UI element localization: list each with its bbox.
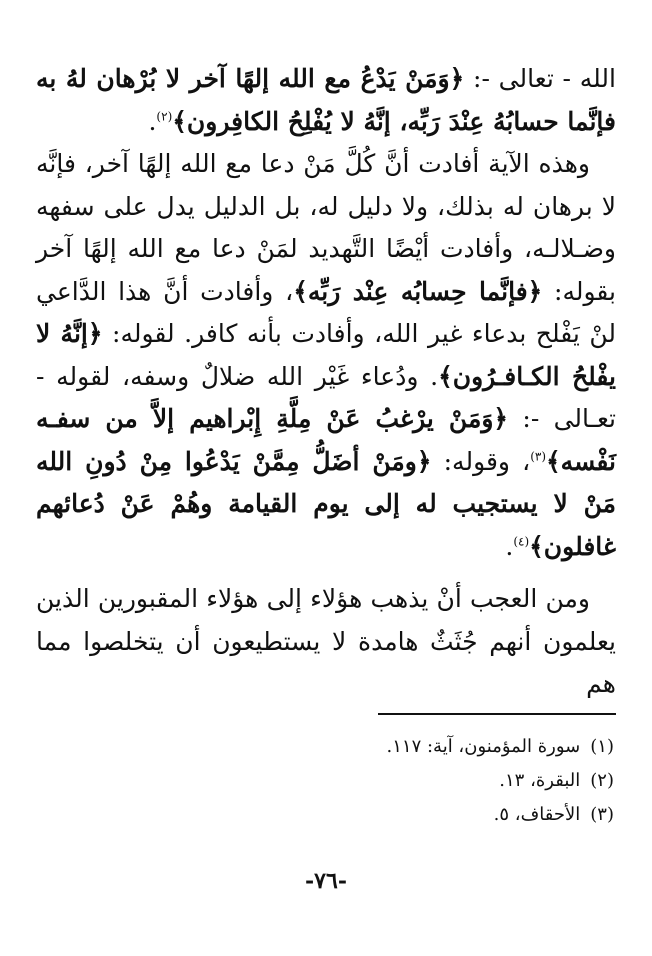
footnote-ref: (٣): [530, 449, 547, 464]
footnote-item: [54, 730, 614, 764]
footnote-text: سورة المؤمنون، آية: ١١٧.: [386, 736, 581, 757]
page-number: -٧٦-: [305, 868, 347, 894]
footnote-ref: (٢): [156, 109, 173, 124]
text-segment: ، وأفادت أنَّ هذا الدَّاعي لنْ يَفْلح بدعاء غير الله، وأفادت بأنه كافر. لقوله:: [36, 276, 617, 348]
text-segment: .: [148, 106, 157, 136]
footnote-text: الأحقاف، ٥.: [493, 804, 581, 825]
paragraph-1: [36, 58, 616, 143]
paragraph-3: ومن العجب أنْ يذهب هؤلاء إلى هؤلاء المقبورين الذين يعلمون أنهم جُثَثٌ هامدة لا يستطيعون أن يتخلصوا مما هم: [36, 584, 616, 698]
footnote-item: [54, 764, 614, 798]
footnote-number: (١): [590, 736, 614, 757]
text-segment: .: [505, 531, 514, 561]
footnote-number: (٣): [590, 804, 614, 825]
footnote-ref: (٤): [513, 534, 530, 549]
quran-verse: ﴿وَمَنْ يرْغبُ عَنْ مِلَّةِ إِبْراهيم إلاَّ من سفـه نَفْسه﴾: [36, 404, 616, 476]
footnote-divider: [378, 713, 616, 715]
paragraph-2: [36, 143, 616, 568]
quran-verse: ﴿فإنَّما حِسابُه عِنْد رَبِّه﴾: [293, 276, 543, 306]
footnote-item: [54, 798, 614, 832]
quran-verse: ﴿إنَّهُ لا يفْلحُ الكـافـرُون﴾: [36, 319, 616, 391]
footnote-text: البقرة، ١٣.: [499, 770, 581, 791]
intro-text: الله - تعالى -:: [473, 64, 617, 93]
quran-verse: ﴿وَمَنْ يَدْعُ مع الله إلهًا آخر لا بُرْهان لهُ به فإنَّما حسابُهُ عِنْدَ رَبِّه، إنَّهُ لا يُفْلِحُ الكافِرون﴾: [36, 64, 616, 136]
text-segment: وهذه الآية أفادت أنَّ كُلَّ مَنْ دعا مع الله إلهًا آخر، فإنَّه لا برهان له بذلك، ولا دليل له، بل الدليل يدل على سفهه وضـلالـه، وأفادت أيْضًا التَّهديد لمَنْ دعا مع الله إلهًا آخر بقوله:: [36, 149, 616, 306]
footnote-number: (٢): [590, 770, 614, 791]
footnotes: [54, 730, 614, 832]
quran-verse: ﴿ومَنْ أضَلُّ مِمَّنْ يَدْعُوا مِنْ دُونِ الله مَنْ لا يستجيب له إلى يوم القيامة وهُمْ عَنْ دُعائهم غافلون﴾: [36, 446, 616, 561]
text-segment: ، وقوله:: [443, 446, 531, 476]
text-segment: . ودُعاء غَيْر الله ضلالٌ وسفه، لقوله - تعـالى -:: [36, 361, 616, 433]
main-text: [36, 58, 616, 706]
